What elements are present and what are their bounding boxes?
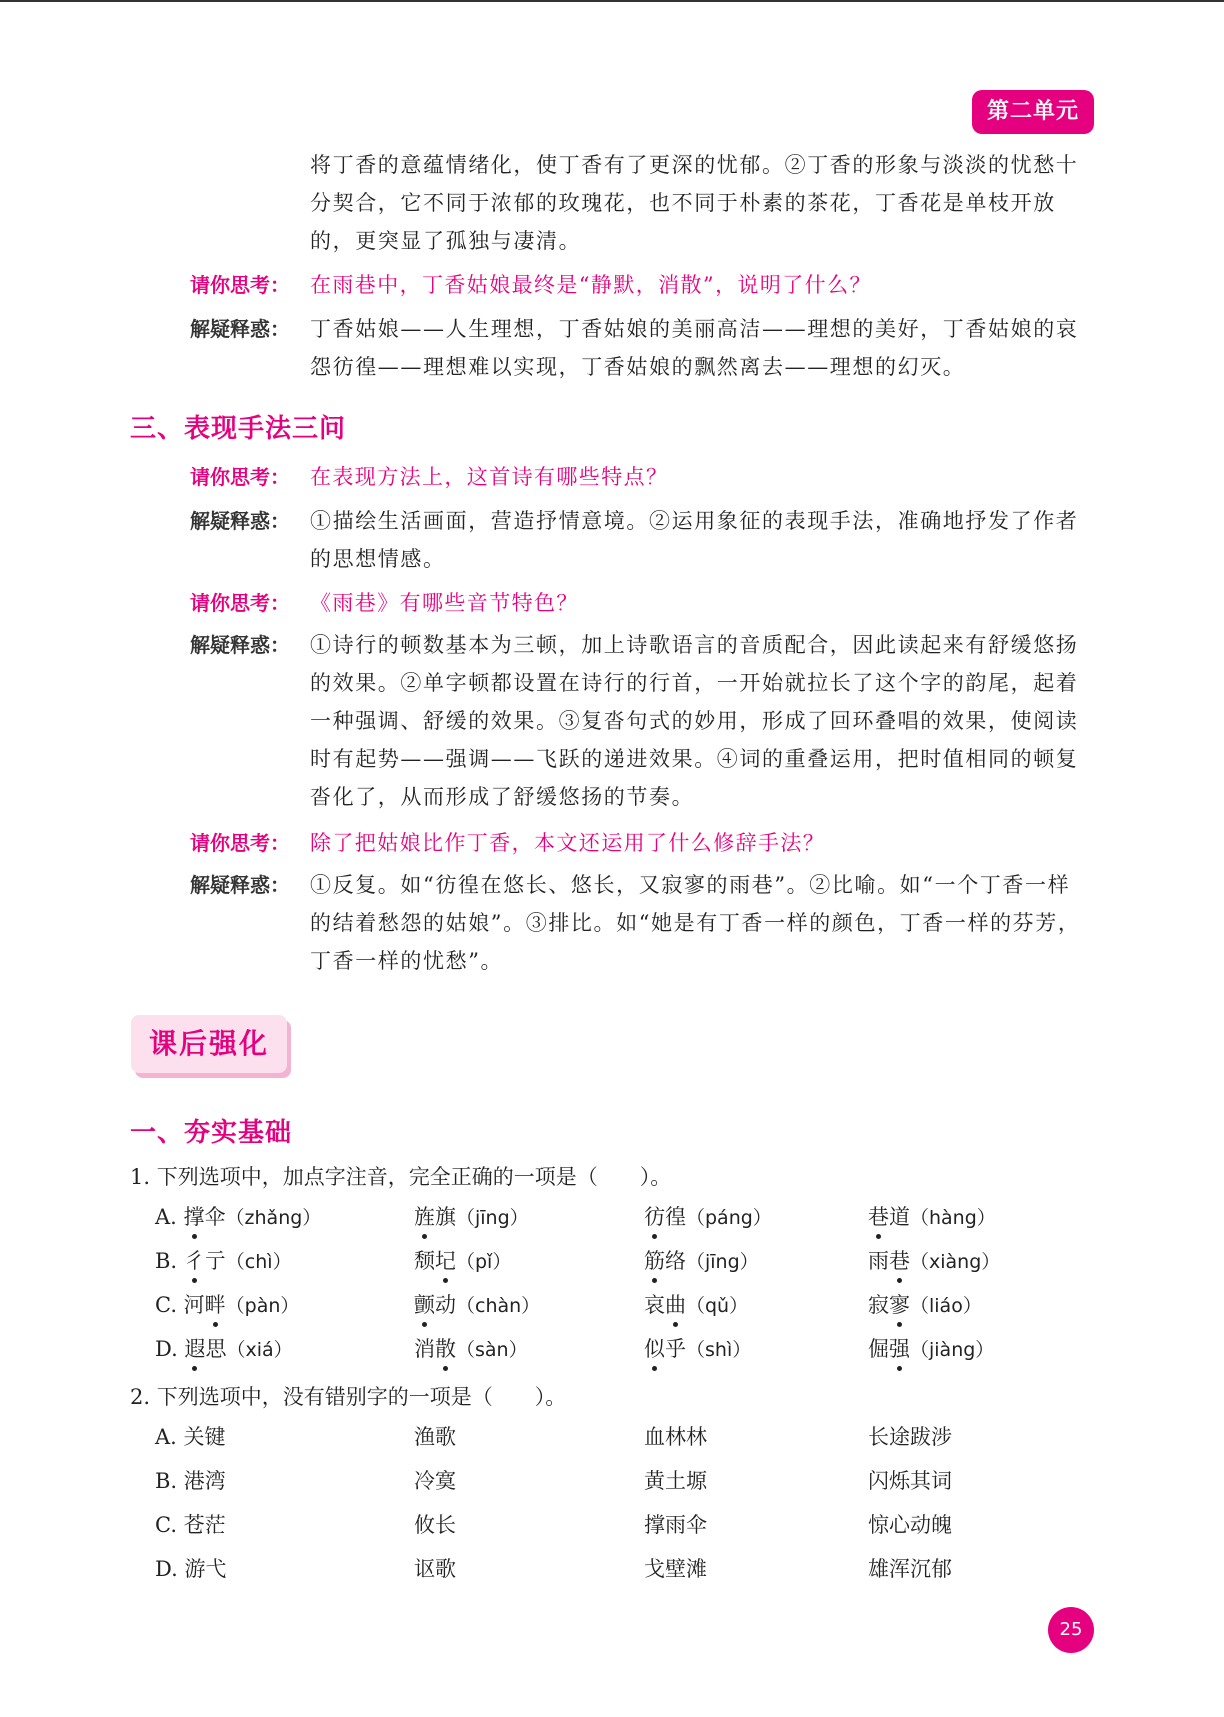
section-heading: 三、表现手法三问 bbox=[130, 414, 347, 444]
think-label: 请你思考： bbox=[190, 831, 290, 855]
pinyin: （jīng） bbox=[456, 1207, 529, 1229]
char: 道 bbox=[889, 1205, 910, 1229]
char: 颓 bbox=[414, 1249, 435, 1273]
q1-option bbox=[868, 1200, 996, 1235]
dotted-char: 巷 bbox=[868, 1200, 889, 1234]
pinyin: （chàn） bbox=[456, 1295, 541, 1317]
dotted-char: 巷 bbox=[889, 1244, 910, 1278]
think-question: 在表现方法上，这首诗有哪些特点？ bbox=[310, 465, 669, 489]
dotted-char: 强 bbox=[889, 1332, 910, 1366]
char: 乎 bbox=[665, 1337, 686, 1361]
q2-option: 冷寞 bbox=[414, 1469, 456, 1493]
char: 哀 bbox=[644, 1293, 665, 1317]
pinyin: （jiàng） bbox=[910, 1339, 995, 1361]
answer-label: 解疑释惑： bbox=[190, 873, 290, 897]
q2-option: 撑雨伞 bbox=[644, 1513, 707, 1537]
q1-option bbox=[155, 1244, 292, 1279]
answer-text: ①诗行的顿数基本为三顿，加上诗歌语言的音质配合，因此读起来有舒缓悠扬的效果。②单字顿都设置在诗行的行首，一开始就拉长了这个字的韵尾，起着一种强调、舒缓的效果。③复沓句式的妙用，形成了回环叠唱的效果，使阅读时有起势——强调——飞跃的递进效果。④词的重叠运用，把时值相同的顿复沓化了，从而形成了舒缓悠扬的节奏。 bbox=[310, 633, 1079, 809]
question-1-stem: 1. 下列选项中，加点字注音，完全正确的一项是（ ）。 bbox=[130, 1165, 672, 1189]
after-class-tab: 课后强化 bbox=[131, 1015, 287, 1073]
q1-option bbox=[414, 1332, 528, 1367]
q1-option bbox=[644, 1288, 748, 1323]
q1-option bbox=[414, 1200, 529, 1235]
q1-option bbox=[868, 1332, 994, 1367]
pinyin: （qǔ） bbox=[686, 1295, 749, 1317]
char: 寂 bbox=[868, 1293, 889, 1317]
question-2-stem: 2. 下列选项中，没有错别字的一项是（ ）。 bbox=[130, 1385, 567, 1409]
pinyin: （zhǎng） bbox=[225, 1207, 322, 1229]
answer-label: 解疑释惑： bbox=[190, 317, 290, 341]
pinyin: （pǐ） bbox=[456, 1251, 512, 1273]
top-rule bbox=[0, 0, 1224, 2]
answer-text: ①描绘生活画面，营造抒情意境。②运用象征的表现手法，准确地抒发了作者的思想情感。 bbox=[310, 509, 1079, 571]
char: 倔 bbox=[868, 1337, 889, 1361]
q2-option: A. 关键 bbox=[155, 1425, 226, 1449]
char: 消 bbox=[414, 1337, 435, 1361]
q2-option: C. 苍茫 bbox=[155, 1513, 226, 1537]
q2-option: 雄浑沉郁 bbox=[868, 1557, 952, 1581]
char: 动 bbox=[435, 1293, 456, 1317]
q1-option bbox=[414, 1288, 540, 1323]
dotted-char: 颤 bbox=[414, 1288, 435, 1322]
dotted-char: 筋 bbox=[644, 1244, 665, 1278]
q1-option bbox=[644, 1200, 772, 1235]
page-number: 25 bbox=[1048, 1607, 1094, 1653]
think-label: 请你思考： bbox=[190, 465, 290, 489]
q2-option: 攸长 bbox=[414, 1513, 456, 1537]
dotted-char: 似 bbox=[644, 1332, 665, 1366]
q2-option: 惊心动魄 bbox=[868, 1513, 952, 1537]
dotted-char: 畔 bbox=[205, 1288, 226, 1322]
pinyin: （jīng） bbox=[686, 1251, 759, 1273]
dotted-char: 曲 bbox=[665, 1288, 686, 1322]
q1-option bbox=[868, 1244, 1000, 1279]
char: 旗 bbox=[435, 1205, 456, 1229]
char: 思 bbox=[205, 1337, 227, 1361]
unit-badge: 第二单元 bbox=[972, 90, 1094, 134]
char: 伞 bbox=[204, 1205, 226, 1229]
pinyin: （xiàng） bbox=[910, 1251, 1001, 1273]
pinyin: （xiá） bbox=[226, 1339, 293, 1361]
q1-option bbox=[644, 1244, 759, 1279]
dotted-char: 遐 bbox=[184, 1332, 205, 1366]
think-question: 除了把姑娘比作丁香，本文还运用了什么修辞手法？ bbox=[310, 831, 826, 855]
dotted-char: 彳 bbox=[184, 1244, 205, 1278]
think-label: 请你思考： bbox=[190, 273, 290, 297]
q2-option: B. 港湾 bbox=[155, 1469, 226, 1493]
pinyin: （sàn） bbox=[456, 1339, 528, 1361]
pinyin: （liáo） bbox=[910, 1295, 982, 1317]
q1-option bbox=[414, 1244, 511, 1279]
dotted-char: 散 bbox=[435, 1332, 456, 1366]
q2-option: 闪烁其词 bbox=[868, 1469, 952, 1493]
dotted-char: 圮 bbox=[435, 1244, 456, 1278]
section-heading: 一、夯实基础 bbox=[130, 1118, 293, 1148]
q2-option: 黄土塬 bbox=[644, 1469, 707, 1493]
think-label: 请你思考： bbox=[190, 591, 290, 615]
option-letter: C. bbox=[155, 1293, 184, 1317]
pinyin: （hàng） bbox=[910, 1207, 996, 1229]
dotted-char: 彷 bbox=[644, 1200, 665, 1234]
answer-label: 解疑释惑： bbox=[190, 633, 290, 657]
q2-option: 戈壁滩 bbox=[644, 1557, 707, 1581]
char: 河 bbox=[183, 1293, 205, 1317]
q1-option bbox=[155, 1288, 299, 1323]
char: 亍 bbox=[204, 1249, 226, 1273]
q2-option: 渔歌 bbox=[414, 1425, 456, 1449]
think-question: 在雨巷中，丁香姑娘最终是“静默，消散”，说明了什么？ bbox=[310, 273, 872, 297]
dotted-char: 撑 bbox=[184, 1200, 205, 1234]
answer-text: ①反复。如“彷徨在悠长、悠长，又寂寥的雨巷”。②比喻。如“一个丁香一样的结着愁怨的姑娘”。③排比。如“她是有丁香一样的颜色，丁香一样的芬芳，丁香一样的忧愁”。 bbox=[310, 873, 1081, 973]
q2-option: D. 游弋 bbox=[155, 1557, 227, 1581]
option-letter: B. bbox=[155, 1249, 184, 1273]
char: 徨 bbox=[665, 1205, 686, 1229]
pinyin: （pàn） bbox=[225, 1295, 300, 1317]
dotted-char: 寥 bbox=[889, 1288, 910, 1322]
q1-option bbox=[644, 1332, 751, 1367]
option-letter: D. bbox=[155, 1337, 185, 1361]
continuation-paragraph: 将丁香的意蕴情绪化，使丁香有了更深的忧郁。②丁香的形象与淡淡的忧愁十分契合，它不同于浓郁的玫瑰花，也不同于朴素的茶花，丁香花是单枝开放的，更突显了孤独与凄清。 bbox=[310, 153, 1079, 253]
char: 络 bbox=[665, 1249, 686, 1273]
think-question: 《雨巷》有哪些音节特色？ bbox=[310, 591, 579, 615]
q2-option: 讴歌 bbox=[414, 1557, 456, 1581]
q1-option bbox=[868, 1288, 982, 1323]
pinyin: （shì） bbox=[686, 1339, 752, 1361]
q2-option: 长途跋涉 bbox=[868, 1425, 952, 1449]
q1-option bbox=[155, 1200, 321, 1235]
q2-option: 血林林 bbox=[644, 1425, 707, 1449]
pinyin: （chì） bbox=[225, 1251, 292, 1273]
answer-text: 丁香姑娘——人生理想，丁香姑娘的美丽高洁——理想的美好，丁香姑娘的哀怨彷徨——理想难以实现，丁香姑娘的飘然离去——理想的幻灭。 bbox=[310, 317, 1079, 379]
option-letter: A. bbox=[155, 1205, 184, 1229]
answer-label: 解疑释惑： bbox=[190, 509, 290, 533]
dotted-char: 旌 bbox=[414, 1200, 435, 1234]
q1-option bbox=[155, 1332, 293, 1367]
pinyin: （páng） bbox=[686, 1207, 772, 1229]
char: 雨 bbox=[868, 1249, 889, 1273]
